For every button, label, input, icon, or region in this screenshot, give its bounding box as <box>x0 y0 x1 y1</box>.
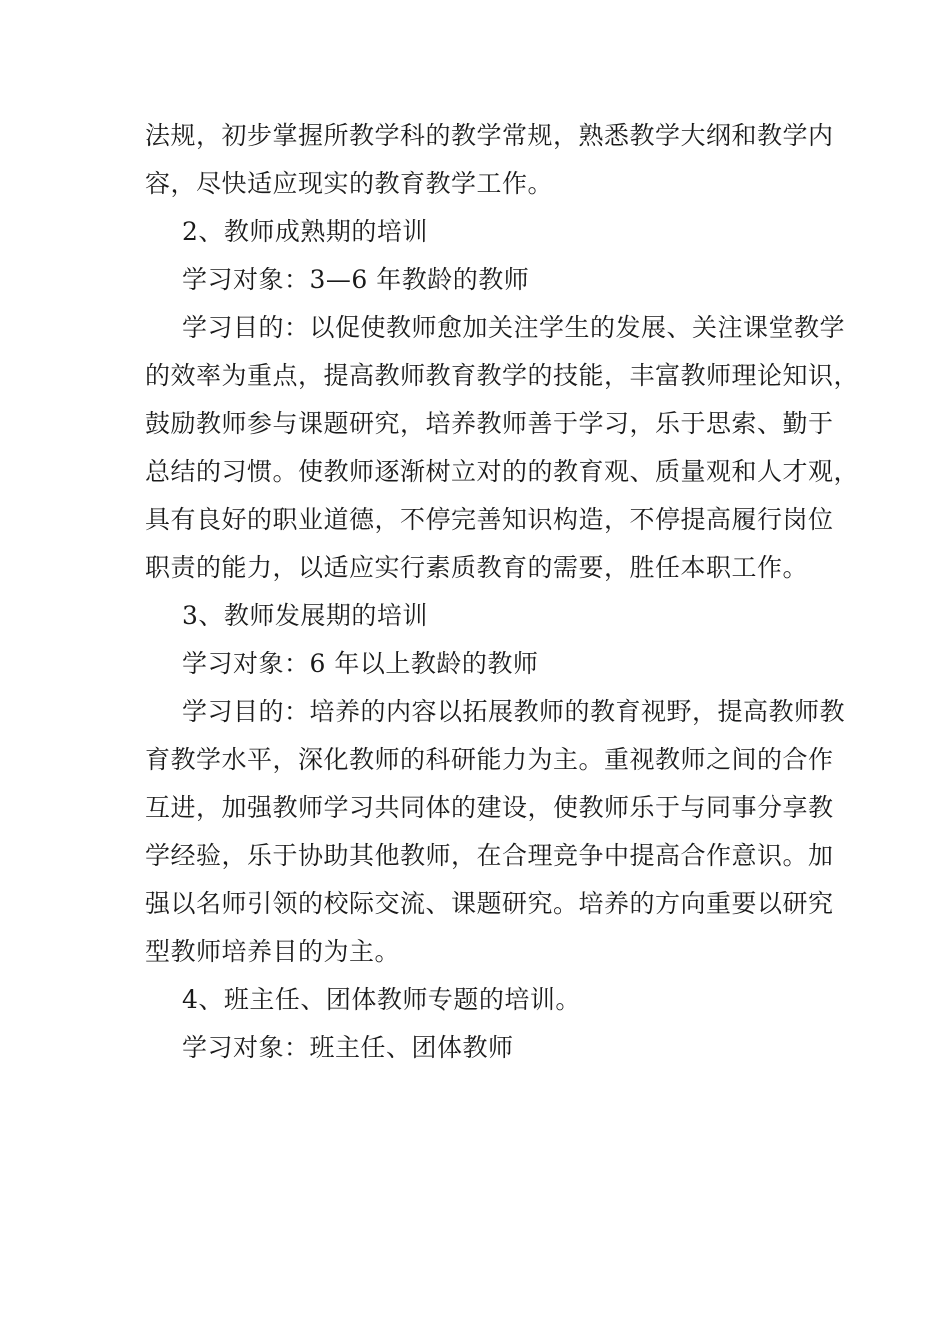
text-line: 学习对象：班主任、团体教师 <box>182 1033 514 1062</box>
text-line: 学习目的：以促使教师愈加关注学生的发展、关注课堂教学 <box>182 313 846 342</box>
text-line: 互进，加强教师学习共同体的建设，使教师乐于与同事分享教 <box>145 793 834 822</box>
text-line: 学经验，乐于协助其他教师，在合理竞争中提高合作意识。加 <box>145 841 834 870</box>
text-line: 学习对象：3—6 年教龄的教师 <box>182 265 530 294</box>
text-line: 4、班主任、团体教师专题的培训。 <box>182 985 581 1014</box>
text-line: 总结的习惯。使教师逐渐树立对的的教育观、质量观和人才观， <box>145 457 860 486</box>
text-line: 的效率为重点，提高教师教育教学的技能，丰富教师理论知识， <box>145 361 860 390</box>
text-line: 育教学水平，深化教师的科研能力为主。重视教师之间的合作 <box>145 745 834 774</box>
text-line: 法规，初步掌握所教学科的教学常规，熟悉教学大纲和教学内 <box>145 121 834 150</box>
document-body <box>145 112 860 1072</box>
text-line: 强以名师引领的校际交流、课题研究。培养的方向重要以研究 <box>145 889 834 918</box>
text-line: 型教师培养目的为主。 <box>145 937 401 966</box>
text-line: 具有良好的职业道德，不停完善知识构造，不停提高履行岗位 <box>145 505 834 534</box>
text-line: 3、教师发展期的培训 <box>182 601 428 630</box>
text-line: 容，尽快适应现实的教育教学工作。 <box>145 169 554 198</box>
text-line: 职责的能力，以适应实行素质教育的需要，胜任本职工作。 <box>145 553 809 582</box>
text-line: 学习对象：6 年以上教龄的教师 <box>182 649 539 678</box>
text-line: 学习目的：培养的内容以拓展教师的教育视野，提高教师教 <box>182 697 846 726</box>
text-line: 2、教师成熟期的培训 <box>182 217 428 246</box>
text-line: 鼓励教师参与课题研究，培养教师善于学习，乐于思索、勤于 <box>145 409 834 438</box>
